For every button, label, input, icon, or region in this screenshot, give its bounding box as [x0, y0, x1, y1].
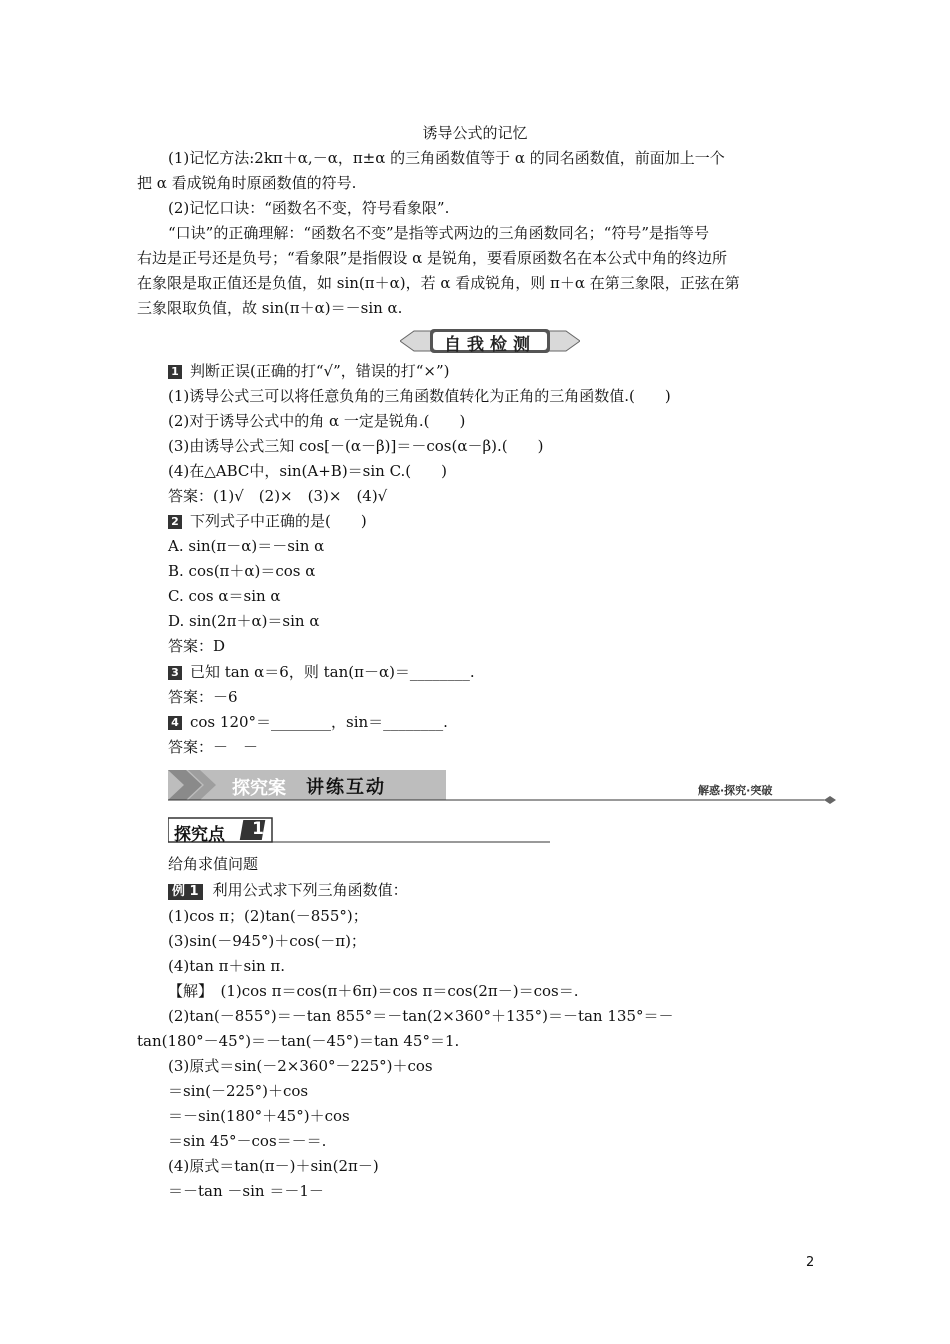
q2-option-d: D. sin(2π＋α)＝sin α [168, 612, 320, 630]
solution-line-9: ＝－tan －sin ＝－1－ [168, 1182, 324, 1200]
q1-item-1: (1)诱导公式三可以将任意负角的三角函数值转化为正角的三角函数值.( ) [168, 387, 671, 405]
explore-banner-subtitle: 解惑·探究·突破 [698, 784, 773, 797]
q1-stem: 1 判断正误(正确的打“√”，错误的打“×”) [168, 361, 450, 381]
solution-line-3: tan(180°－45°)＝－tan(－45°)＝tan 45°＝1. [137, 1032, 460, 1050]
solution-line-6: ＝－sin(180°＋45°)＋cos [168, 1107, 350, 1125]
memory-p1a: (1)记忆方法:2kπ＋α,－α，π±α 的三角函数值等于 α 的同名函数值，前面加上一个 [168, 149, 725, 167]
q2-option-a: A. sin(π－α)＝－sin α [168, 537, 325, 555]
solution-line-1: 【解】 (1)cos π＝cos(π＋6π)＝cos π＝cos(2π－)＝cos＝. [168, 982, 579, 1000]
memory-p3b: 右边是正号还是负号；“看象限”是指假设 α 是锐角，要看原函数名在本公式中角的终边所 [137, 249, 728, 267]
example-item-2: (3)sin(－945°)＋cos(－π)； [168, 932, 366, 950]
q1-number: 1 [168, 365, 182, 379]
memory-p2: (2)记忆口诀：“函数名不变，符号看象限”. [168, 199, 450, 217]
q1-item-2: (2)对于诱导公式中的角 α 一定是锐角.( ) [168, 412, 466, 430]
explore-point-label: 探究点 [174, 825, 225, 845]
q2-answer: 答案：D [168, 637, 226, 655]
q2-stem: 2 下列式子中正确的是( ) [168, 511, 367, 531]
memory-p3a: “口诀”的正确理解：“函数名不变”是指等式两边的三角函数同名；“符号”是指等号 [168, 224, 710, 242]
example-tag: 例 1 [168, 884, 203, 900]
solution-line-4: (3)原式＝sin(－2×360°－225°)＋cos [168, 1057, 433, 1075]
memory-p3d: 三象限取负值，故 sin(π＋α)＝－sin α. [137, 299, 403, 317]
explore-banner [168, 768, 840, 804]
example-stem: 例 1 利用公式求下列三角函数值： [168, 880, 408, 900]
memory-p1b: 把 α 看成锐角时原函数值的符号. [137, 174, 357, 192]
q4-stem: 4 cos 120°＝________，sin＝________. [168, 712, 448, 732]
explore-banner-title-a: 探究案 [232, 778, 286, 799]
q3-answer: 答案：－6 [168, 688, 238, 706]
q1-item-3: (3)由诱导公式三知 cos[－(α－β)]＝－cos(α－β).( ) [168, 437, 544, 455]
section-title: 诱导公式的记忆 [422, 124, 528, 142]
topic-title: 给角求值问题 [168, 855, 259, 873]
solution-line-2: (2)tan(－855°)＝－tan 855°＝－tan(2×360°＋135°)＝－tan 135°＝－ [168, 1007, 674, 1025]
self-check-title: 自我检测 [444, 335, 536, 355]
explore-point-number: 1 [252, 819, 264, 839]
solution-line-5: ＝sin(－225°)＋cos [168, 1082, 309, 1100]
explore-banner-title-b: 讲练互动 [306, 777, 386, 798]
solution-line-8: (4)原式＝tan(π－)＋sin(2π－) [168, 1157, 379, 1175]
q2-number: 2 [168, 515, 182, 529]
memory-p3c: 在象限是取正值还是负值，如 sin(π＋α)，若 α 看成锐角，则 π＋α 在第三象限，正弦在第 [137, 274, 740, 292]
solution-line-7: ＝sin 45°－cos＝－＝. [168, 1132, 327, 1150]
explore-point-header [168, 816, 550, 844]
q1-item-4: (4)在△ABC中，sin(A+B)＝sin C.( ) [168, 462, 448, 480]
page-number: 2 [806, 1255, 815, 1270]
self-check-banner [400, 326, 580, 356]
example-item-1: (1)cos π；(2)tan(－855°)； [168, 907, 368, 925]
q2-option-b: B. cos(π＋α)＝cos α [168, 562, 316, 580]
q2-option-c: C. cos α＝sin α [168, 587, 281, 605]
example-item-3: (4)tan π＋sin π. [168, 957, 286, 975]
q3-number: 3 [168, 666, 182, 680]
q4-answer: 答案：－ － [168, 738, 259, 756]
q4-number: 4 [168, 716, 182, 730]
q3-stem: 3 已知 tan α＝6，则 tan(π－α)＝________. [168, 662, 475, 682]
q1-answer: 答案：(1)√ (2)× (3)× (4)√ [168, 487, 388, 505]
